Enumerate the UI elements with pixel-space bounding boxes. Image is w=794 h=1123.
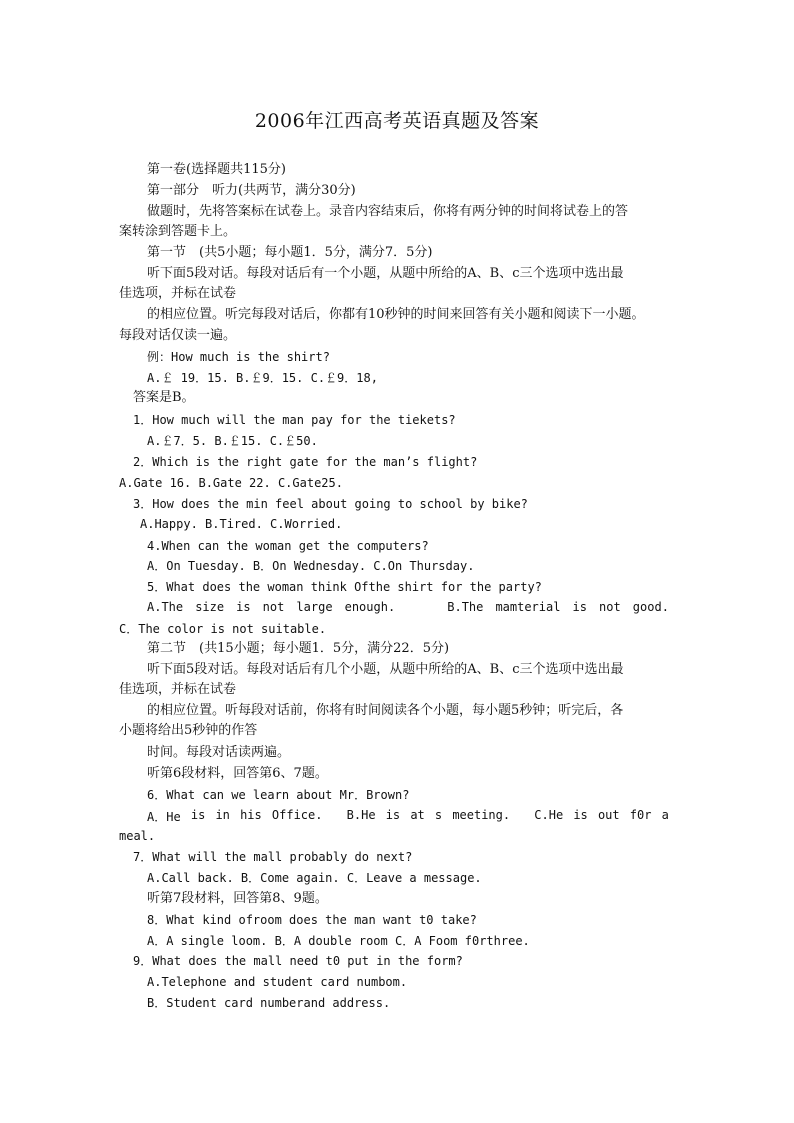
- question-7-options: A.Call back. B．Come again. C．Leave a message.: [147, 871, 482, 885]
- option-word: s: [434, 808, 443, 822]
- question-8-options: A．A single loom. B．A double room C．A Foom f0rthree.: [147, 934, 530, 948]
- question-4: 4.When can the woman get the computers?: [147, 539, 429, 553]
- question-4-options: A．On Tuesday. B．On Wednesday. C.On Thursday.: [147, 559, 475, 573]
- question-2-options: A.Gate 16. B.Gate 22. C.Gate25.: [119, 476, 343, 490]
- question-7: 7．What will the mall probably do next?: [133, 850, 413, 864]
- option-word: not: [599, 600, 621, 614]
- page-title: 2006年江西高考英语真题及答案: [254, 110, 540, 132]
- question-9-option-b: B．Student card numberand address.: [147, 996, 391, 1010]
- instruction-text: 佳选项，并标在试卷: [119, 682, 237, 697]
- option-word: B.The: [447, 600, 484, 614]
- question-2: 2．Which is the right gate for the man’s flight?: [133, 455, 478, 469]
- instruction-text: 听下面5段对话。每段对话后有几个小题，从题中所给的A、B、c三个选项中选出最: [147, 662, 624, 677]
- question-1-options: A.￡7．5. B.￡15. C.￡50.: [147, 434, 318, 448]
- question-8: 8．What kind ofroom does the man want t0 take?: [147, 913, 477, 927]
- option-word: size: [195, 600, 225, 614]
- option-word: A.The: [147, 600, 184, 614]
- material-heading: 听第6段材料，回答第6、7题。: [147, 766, 328, 781]
- option-word: C.He: [534, 808, 564, 822]
- option-word: large: [296, 600, 333, 614]
- option-word: is: [573, 808, 588, 822]
- question-5-option-c: C．The color is not suitable.: [119, 622, 327, 636]
- option-word: not: [262, 600, 285, 614]
- subsection-heading: 第一节 (共5小题；每小题1．5分，满分7．5分): [147, 245, 433, 260]
- subsection-heading: 第二节 (共15小题；每小题1．5分，满分22．5分): [147, 641, 450, 656]
- option-word: Office.: [271, 808, 323, 822]
- question-6-option-c-cont: meal.: [119, 829, 156, 843]
- example-answer: 答案是B。: [133, 390, 195, 405]
- question-5: 5．What does the woman think Ofthe shirt for the party?: [147, 580, 542, 594]
- instruction-text: 案转涂到答题卡上。: [119, 224, 237, 239]
- option-word: in: [215, 808, 230, 822]
- material-heading: 听第7段材料，回答第8、9题。: [147, 891, 328, 906]
- option-word: meeting.: [452, 808, 511, 822]
- option-word: is: [385, 808, 401, 822]
- question-9: 9．What does the mall need t0 put in the form?: [133, 954, 463, 968]
- instruction-text: 每段对话仅读一遍。: [119, 328, 237, 343]
- question-9-option-a: A.Telephone and student card numbom.: [147, 975, 408, 989]
- option-word: good.: [632, 600, 669, 614]
- instruction-text: 小题将给出5秒钟的作答: [119, 723, 258, 738]
- part-heading: 第一部分 听力(共两节，满分30分): [147, 183, 356, 198]
- instruction-text: 时间。每段对话读两遍。: [147, 745, 291, 760]
- instruction-text: 听下面5段对话。每段对话后有一个小题，从题中所给的A、B、c三个选项中选出最: [147, 266, 624, 281]
- question-3: 3．How does the min feel about going to school by bike?: [133, 497, 528, 511]
- option-word: his: [240, 808, 262, 822]
- example-options: A.￡ 19．15. B.￡9．15. C.￡9．18,: [147, 371, 378, 385]
- option-word: is: [190, 808, 206, 822]
- option-word: out: [597, 808, 620, 822]
- question-1: 1．How much will the man pay for the tiekets?: [133, 413, 456, 427]
- option-word: enough.: [344, 600, 396, 614]
- instruction-text: 的相应位置。听每段对话前，你将有时间阅读各个小题，每小题5秒钟；听完后，各: [147, 703, 624, 718]
- example-question: 例：How much is the shirt?: [147, 350, 330, 364]
- question-5-options: [147, 600, 669, 614]
- question-3-options: A.Happy. B.Tired. C.Worried.: [140, 517, 343, 531]
- option-word: is: [572, 600, 587, 614]
- option-word: f0r: [629, 808, 652, 822]
- option-word: mamterial: [495, 600, 561, 614]
- section-heading: 第一卷(选择题共115分): [147, 162, 286, 177]
- option-word: is: [236, 600, 251, 614]
- option-word: B.He: [346, 808, 376, 822]
- instruction-text: 的相应位置。听完每段对话后，你都有10秒钟的时间来回答有关小题和阅读下一小题。: [147, 307, 645, 322]
- question-6: 6．What can we learn about Mr．Brown?: [147, 788, 410, 802]
- option-word: a: [661, 808, 669, 822]
- instruction-text: 做题时，先将答案标在试卷上。录音内容结束后，你将有两分钟的时间将试卷上的答: [147, 204, 629, 219]
- instruction-text: 佳选项，并标在试卷: [119, 286, 237, 301]
- question-6-options: [147, 808, 669, 825]
- option-word: at: [410, 808, 425, 822]
- option-word: A．He: [147, 810, 181, 824]
